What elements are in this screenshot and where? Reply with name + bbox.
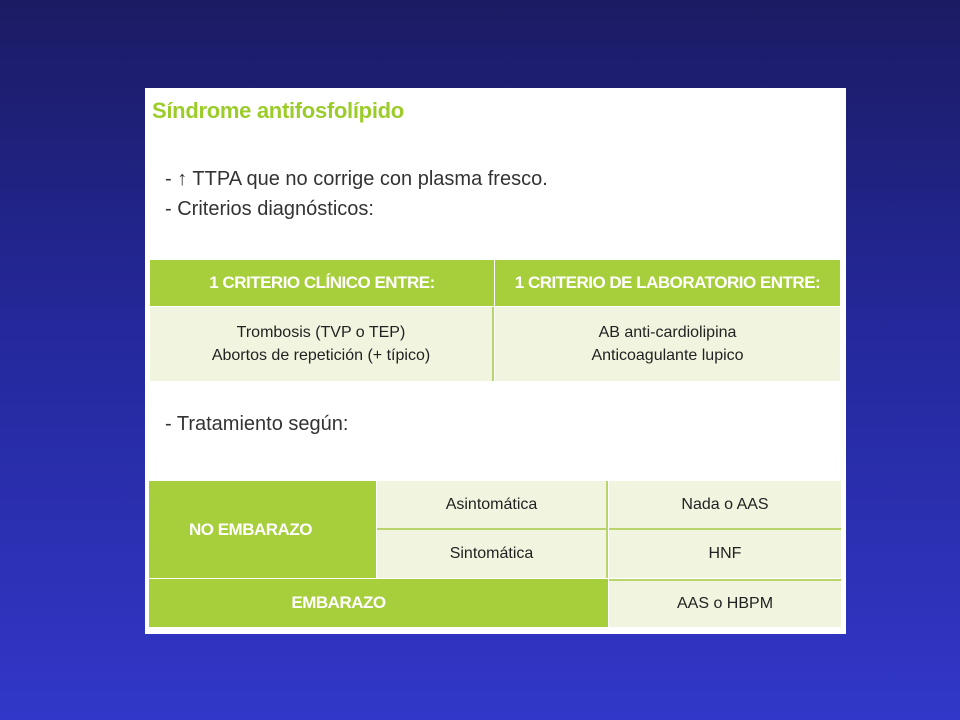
slide-card: [145, 88, 846, 634]
clinical-item: Abortos de repetición (+ típico): [211, 347, 431, 364]
criteria-header-laboratory: 1 CRITERIO DE LABORATORIO ENTRE:: [495, 260, 840, 306]
laboratory-item: AB anti-cardiolipina: [598, 324, 737, 341]
treatment-embarazo-label: EMBARAZO: [149, 579, 608, 627]
laboratory-item: Anticoagulante lupico: [591, 347, 744, 364]
bullet-dash: -: [165, 168, 178, 190]
treatment-condition-cell: Asintomática: [377, 481, 608, 530]
treatment-no-embarazo-label: NO EMBARAZO: [149, 481, 376, 578]
treatment-value-cell: AAS o HBPM: [609, 579, 841, 627]
bullet-criterios: - Criterios diagnósticos:: [165, 198, 374, 220]
treatment-condition-cell: Sintomática: [377, 530, 608, 578]
slide-title: Síndrome antifosfolípido: [152, 98, 404, 123]
clinical-item: Trombosis (TVP o TEP): [236, 324, 406, 341]
criteria-header-clinical: 1 CRITERIO CLÍNICO ENTRE:: [150, 260, 494, 306]
bullet-ttpa: [165, 168, 548, 191]
criteria-cell-laboratory: [495, 307, 840, 381]
criteria-cell-clinical: [150, 307, 494, 381]
bullet-tratamiento: - Tratamiento según:: [165, 413, 349, 435]
treatment-value-cell: HNF: [609, 530, 841, 578]
bullet-ttpa-text: TTPA que no corrige con plasma fresco.: [187, 168, 548, 190]
treatment-value-cell: Nada o AAS: [609, 481, 841, 530]
up-arrow-icon: ↑: [177, 168, 188, 190]
